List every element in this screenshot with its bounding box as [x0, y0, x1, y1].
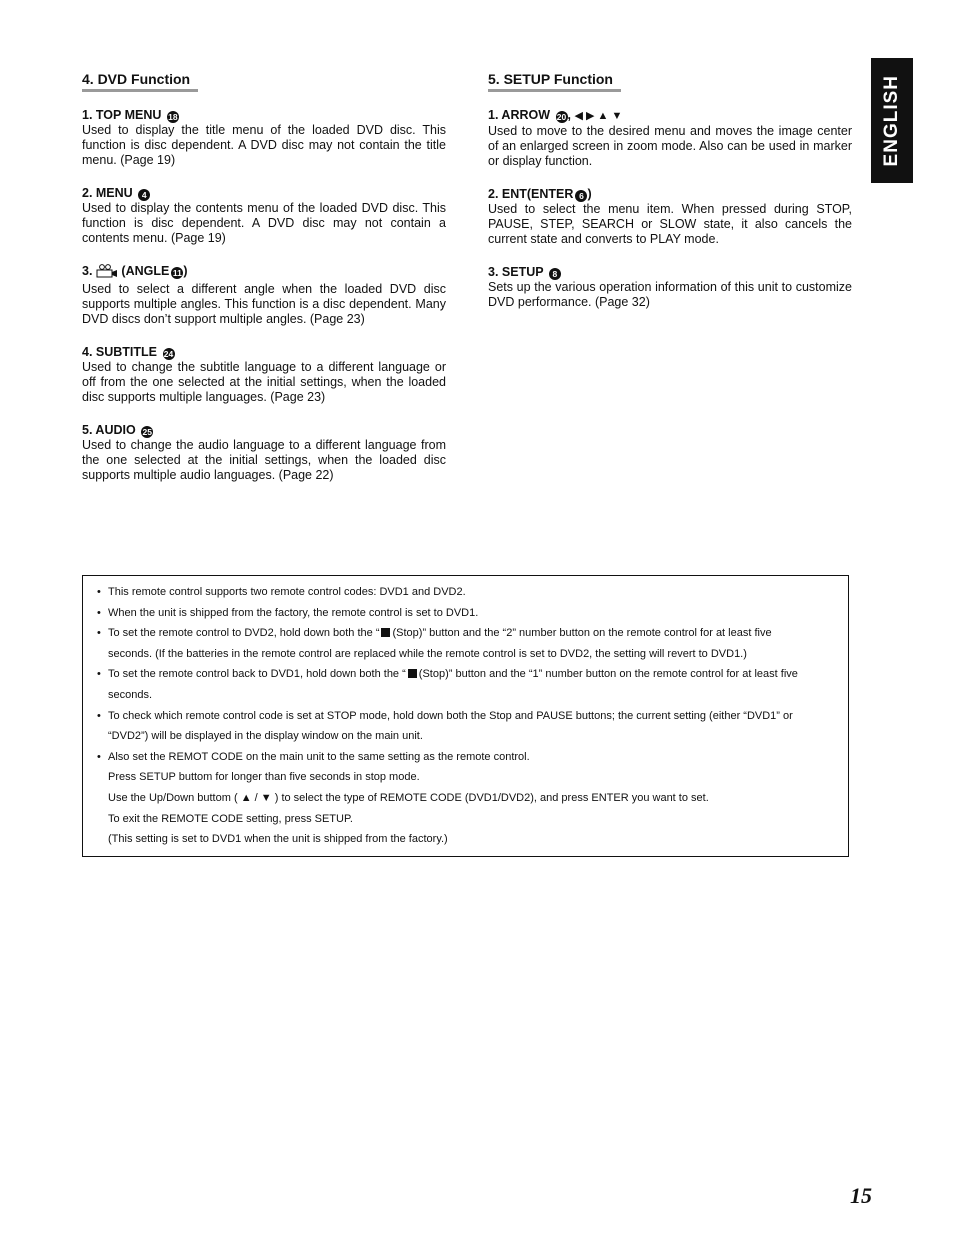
- note-item-continued: (This setting is set to DVD1 when the unit is shipped from the factory.): [108, 833, 448, 846]
- note-item-continued: seconds.: [108, 688, 153, 701]
- language-tab-label: ENGLISH: [881, 74, 902, 167]
- stop-icon: [381, 628, 390, 637]
- item-angle: [82, 264, 446, 327]
- item-title: 1. ARROW: [488, 108, 551, 122]
- note-text: (Stop)” button and the “2” number button on the remote control for at least five: [392, 627, 772, 640]
- callout-badge: 8: [549, 268, 561, 280]
- note-item: [97, 664, 838, 685]
- camera-angle-icon: [96, 264, 118, 282]
- callout-badge: 20: [556, 112, 567, 122]
- callout-badge: 24: [163, 349, 174, 359]
- item-arrow: 1. ARROW 20, ◀ ▶ ▲ ▼ Used to move to the desired menu and moves the image center of an enlarged screen in zoom mode. Also can be used in marker or display function.: [488, 108, 852, 168]
- item-description: Used to select a different angle when the loaded DVD disc supports multiple angles. This function is a disc dependent. Many DVD discs don’t support multiple angles. (Page 23): [82, 282, 446, 326]
- item-enter: [488, 187, 852, 247]
- note-item: • This remote control supports two remote control codes: DVD1 and DVD2.: [97, 582, 838, 603]
- callout-badge: 4: [138, 189, 150, 201]
- note-text: To set the remote control to DVD2, hold down both the “: [108, 627, 380, 640]
- note-list: [97, 582, 838, 850]
- note-item-continued: To exit the REMOTE CODE setting, press SETUP.: [108, 812, 353, 825]
- note-text: /: [254, 791, 258, 804]
- callout-badge: 18: [168, 112, 178, 122]
- note-item-continued: Press SETUP buttom for longer than five seconds in stop mode.: [108, 771, 420, 784]
- item-description: Used to change the subtitle language to a different language or off from the one selected at the initial settings, when the loaded disc supports multiple languages. (Page 23): [82, 360, 446, 404]
- setup-function-section: [488, 70, 852, 328]
- item-description: Used to display the contents menu of the loaded DVD disc. This function is disc dependent. A DVD disc may not contain a contents menu. (Page 19): [82, 201, 446, 245]
- note-text: ) to select the type of REMOTE CODE (DVD1/DVD2), and press ENTER you want to set.: [274, 791, 709, 804]
- item-title: 2. ENT(ENTER: [488, 187, 574, 201]
- callout-badge: 11: [172, 268, 182, 278]
- note-item-continued: “DVD2”) will be displayed in the display window on the main unit.: [108, 730, 423, 743]
- item-title: 4. SUBTITLE: [82, 345, 158, 359]
- item-audio: [82, 423, 446, 483]
- setup-function-title: 5. SETUP Function: [488, 70, 621, 92]
- item-description: Used to move to the desired menu and moves the image center of an enlarged screen in zoom mode. Also can be used in marker or display function.: [488, 124, 852, 168]
- note-text: Use the Up/Down buttom (: [108, 791, 238, 804]
- note-item: • To check which remote control code is set at STOP mode, hold down both the Stop and PAUSE buttons; the current setting (either “DVD1” or: [97, 706, 838, 727]
- item-subtitle: [82, 345, 446, 405]
- note-item: [97, 623, 838, 644]
- note-text: (Stop)” button and the “1” number button on the remote control for at least five: [418, 668, 798, 681]
- item-title: 2. MENU: [82, 186, 133, 200]
- down-arrow-icon: ▼: [260, 791, 272, 804]
- item-title: 3. SETUP: [488, 265, 544, 279]
- item-description: Used to change the audio language to a different language from the one selected at the initial settings, when the loaded disc supports multiple audio languages. (Page 22): [82, 438, 446, 482]
- page-number: 15: [850, 1183, 872, 1208]
- item-number: 3.: [82, 264, 93, 278]
- note-item: • When the unit is shipped from the factory, the remote control is set to DVD1.: [97, 603, 838, 624]
- item-description: Sets up the various operation information of this unit to customize DVD performance. (Page 32): [488, 280, 852, 309]
- item-description: Used to select the menu item. When pressed during STOP, PAUSE, STEP, SEARCH or SLOW state, it also cancels the current state and converts to PLAY mode.: [488, 202, 852, 246]
- note-item-continued: [97, 788, 838, 809]
- arrow-keys-icon: ◀ ▶ ▲ ▼: [574, 110, 623, 122]
- item-title-suffix: ): [587, 187, 592, 201]
- item-description: Used to display the title menu of the loaded DVD disc. This function is disc dependent. A DVD disc may not contain the title menu. (Page 19): [82, 123, 446, 167]
- item-title-suffix: ): [183, 264, 188, 278]
- language-tab: [871, 58, 913, 183]
- item-title: 1. TOP MENU: [82, 108, 162, 122]
- note-text: To set the remote control back to DVD1, hold down both the “: [108, 668, 406, 681]
- callout-badge: 6: [575, 190, 587, 202]
- remote-code-note-box: [82, 575, 849, 857]
- item-top-menu: [82, 108, 446, 168]
- item-setup: [488, 265, 852, 310]
- note-item: • Also set the REMOT CODE on the main unit to the same setting as the remote control.: [97, 747, 838, 768]
- callout-badge: 25: [142, 427, 152, 437]
- up-arrow-icon: ▲: [240, 791, 252, 804]
- dvd-function-section: [82, 70, 446, 501]
- item-title: (ANGLE: [121, 264, 170, 278]
- note-item-continued: seconds. (If the batteries in the remote control are replaced while the remote control is set to DVD2, the setting will revert to DVD1.): [108, 647, 747, 660]
- dvd-function-title: 4. DVD Function: [82, 70, 198, 92]
- item-title: 5. AUDIO: [82, 423, 136, 437]
- stop-icon: [408, 669, 417, 678]
- item-menu: [82, 186, 446, 246]
